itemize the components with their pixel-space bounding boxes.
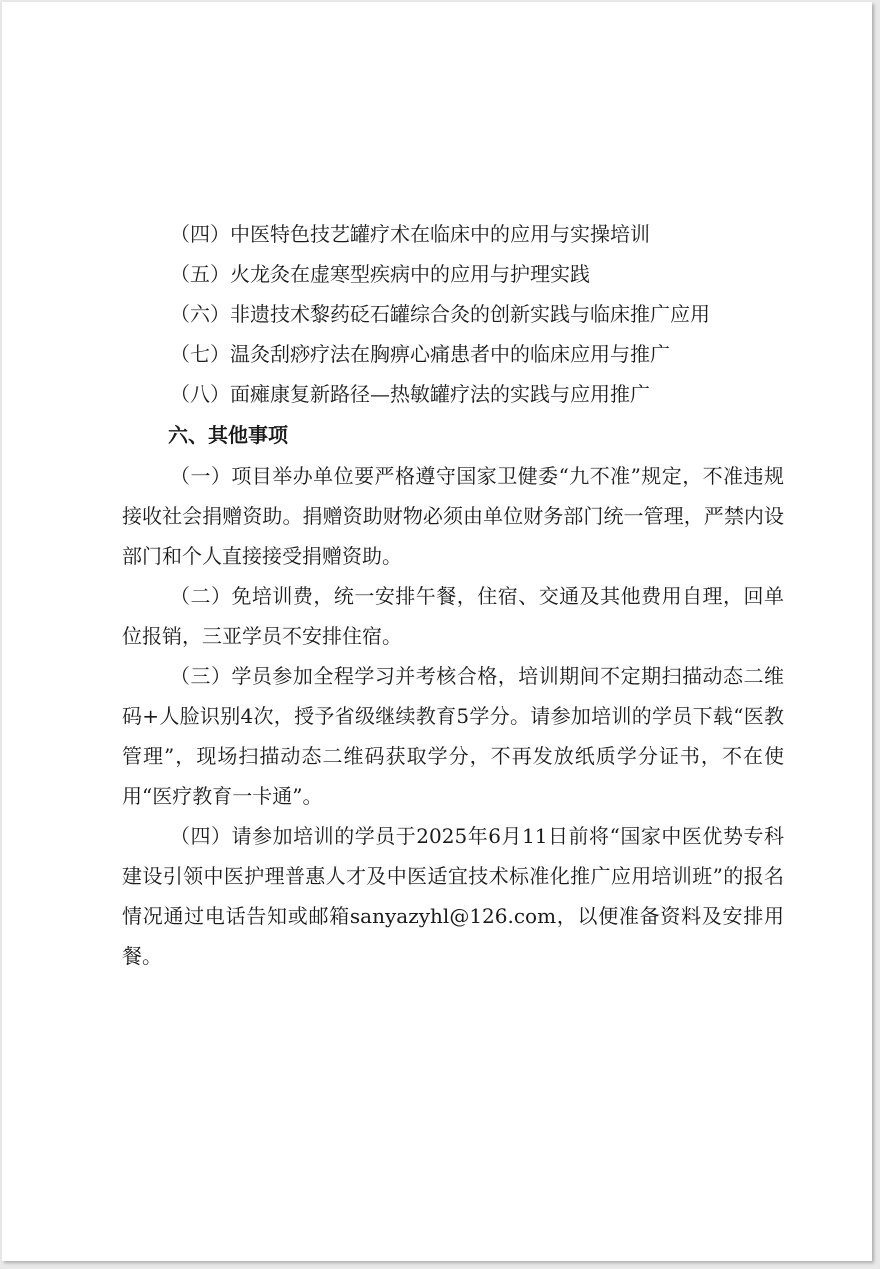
list-item: （七）温灸刮痧疗法在胸痹心痛患者中的临床应用与推广 bbox=[170, 342, 670, 366]
list-item: （八）面瘫康复新路径—热敏罐疗法的实践与应用推广 bbox=[170, 382, 650, 406]
paragraph: （四）请参加培训的学员于2025年6月11日前将“国家中医优势专科建设引领中医护理普惠人才及中医适宜技术标准化推广应用培训班”的报名情况通过电话告知或邮箱sanyazyhl@126.com，以便准备资料及安排用餐。 bbox=[122, 824, 784, 968]
list-item: （六）非遗技术黎药砭石罐综合灸的创新实践与临床推广应用 bbox=[170, 302, 710, 326]
document-body bbox=[122, 214, 784, 976]
section-heading: 六、其他事项 bbox=[168, 423, 288, 447]
paragraph: （一）项目举办单位要严格遵守国家卫健委“九不准”规定，不准违规接收社会捐赠资助。捐赠资助财物必须由单位财务部门统一管理，严禁内设部门和个人直接接受捐赠资助。 bbox=[122, 464, 784, 568]
paragraph: （三）学员参加全程学习并考核合格，培训期间不定期扫描动态二维码+人脸识别4次，授予省级继续教育5学分。请参加培训的学员下载“医教管理”，现场扫描动态二维码获取学分，不再发放纸质学分证书，不在使用“医疗教育一卡通”。 bbox=[122, 664, 784, 808]
list-item: （四）中医特色技艺罐疗术在临床中的应用与实操培训 bbox=[170, 222, 650, 246]
list-item: （五）火龙灸在虚寒型疾病中的应用与护理实践 bbox=[170, 262, 590, 286]
document-page bbox=[2, 2, 872, 1261]
paragraph: （二）免培训费，统一安排午餐，住宿、交通及其他费用自理，回单位报销，三亚学员不安排住宿。 bbox=[122, 584, 784, 648]
